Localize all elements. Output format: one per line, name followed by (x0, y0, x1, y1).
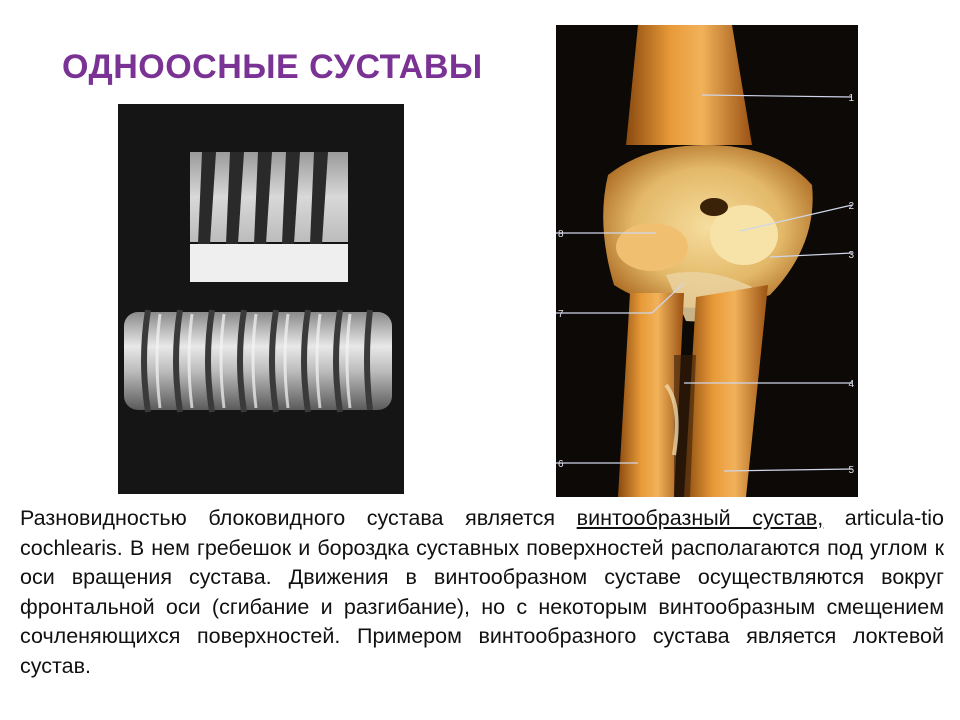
callout-label-8: 8 (558, 229, 564, 240)
screw-joint-model-photo (118, 104, 404, 494)
slide-title: ОДНООСНЫЕ СУСТАВЫ (62, 48, 483, 86)
callout-label-6: 6 (558, 459, 564, 470)
paragraph-part-1: Разновидностью блоковидного сустава является (20, 506, 577, 530)
elbow-joint-photo (556, 25, 858, 497)
underlined-term: винтообразный сустав, (576, 506, 824, 530)
body-paragraph (20, 504, 944, 681)
callout-label-7: 7 (558, 309, 564, 320)
callout-label-2: 2 (848, 201, 854, 212)
screw-model-illustration (118, 104, 404, 494)
callout-label-3: 3 (848, 250, 854, 261)
elbow-joint-illustration (556, 25, 858, 497)
callout-label-5: 5 (848, 465, 854, 476)
paragraph-part-2: articula-tio cochlearis. В нем гребешок и бороздка суставных поверхностей располагаются под углом к оси вращения сустава. Движения в винтообразном суставе осуществляются вокруг фронтальной оси (сгибание и разгибание), но с некоторым винтообразным смещением сочленяющихся поверхностей. Примером винтообразного сустава является локтевой сустав. (20, 506, 944, 678)
callout-label-4: 4 (848, 379, 854, 390)
callout-label-1: 1 (848, 93, 854, 104)
